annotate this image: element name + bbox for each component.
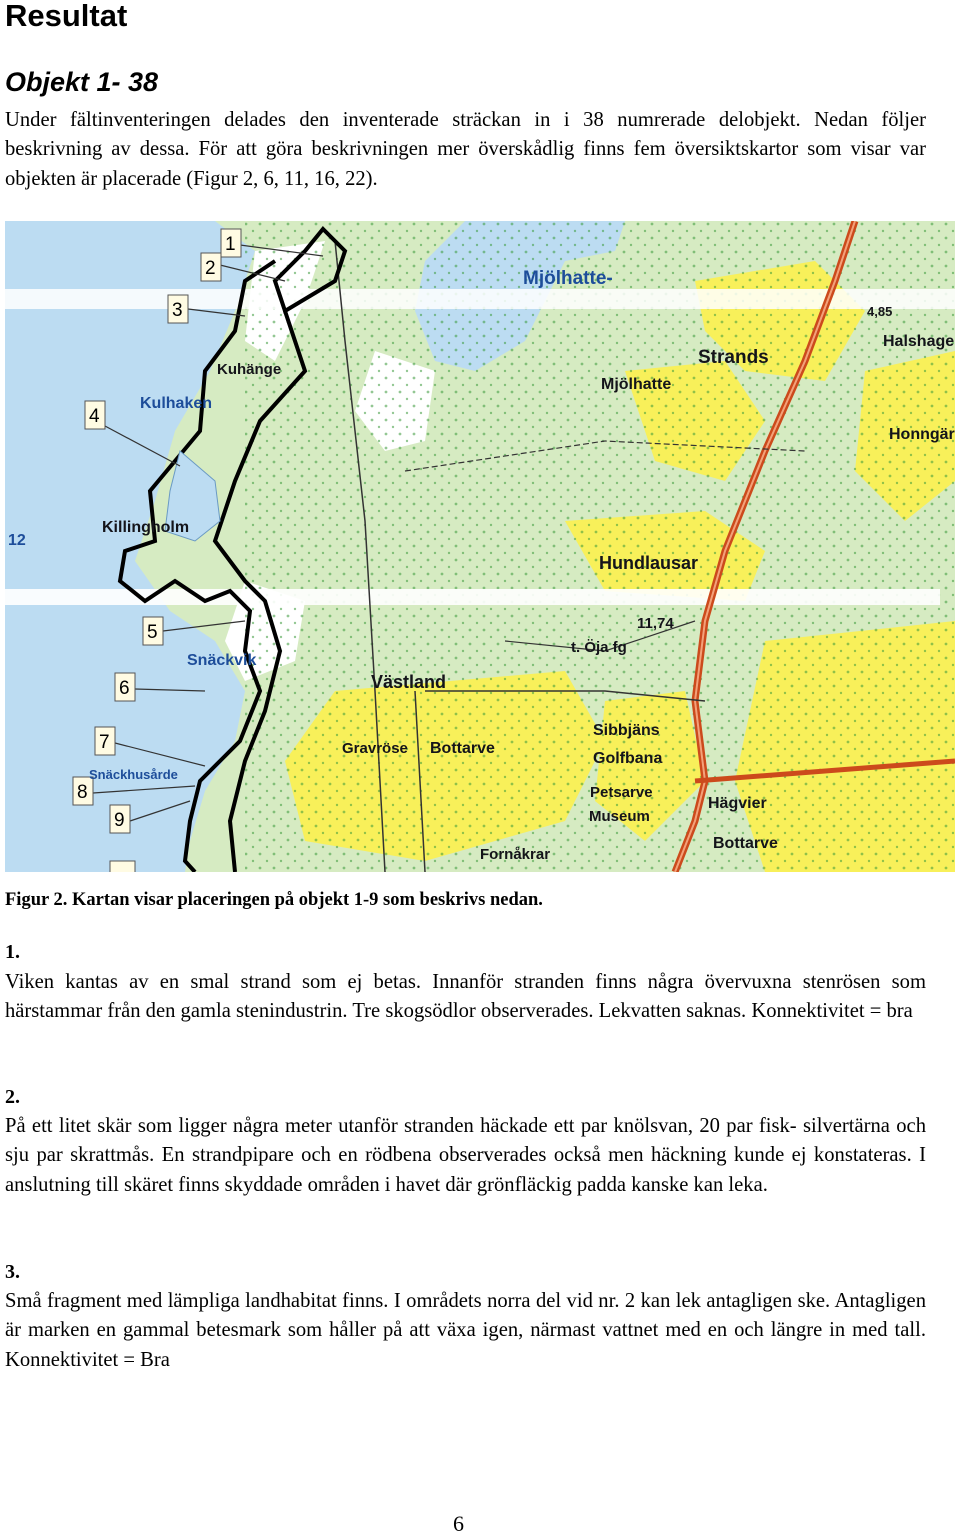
overview-map [5,221,955,872]
callout-5: 5 [147,622,158,643]
place-snackvik: Snäckvik [187,652,257,669]
place-museum: Museum [589,808,650,825]
place-gravrose: Gravröse [342,740,408,757]
intro-paragraph: Under fältinventeringen delades den inventerade sträckan in i 38 numrerade delobjekt. Nedan följer beskrivning av dessa. För att göra beskrivningen mer överskådlig finns fem översiktskartor som visar var objekten är placerade (Figur 2, 6, 11, 16, 22). [5,109,926,190]
place-mjolhatte: Mjölhatte [601,376,672,393]
callout-8: 8 [77,782,88,803]
section-heading: Objekt 1- 38 [5,67,159,97]
callout-7: 7 [99,732,110,753]
place-snackhusarde: Snäckhusårde [89,767,178,782]
callout-3: 3 [172,300,183,321]
place-halshage: Halshage [883,333,955,350]
place-height-1174: 11,74 [637,615,674,632]
item-number: 2. [5,1086,20,1108]
place-petsarve: Petsarve [590,784,653,801]
place-kuhange: Kuhänge [217,361,282,378]
map-seam [5,289,955,309]
place-bottarve-west: Bottarve [430,740,495,757]
place-hundlausar: Hundlausar [599,553,699,573]
place-mjolhatte-bay: Mjölhatte- [523,268,613,289]
place-killingholm: Killingholm [102,519,190,536]
place-fornakrar: Fornåkrar [480,846,551,863]
document-title: Resultat [5,0,128,33]
place-honngar: Honngär [889,426,955,443]
place-depth-12: 12 [8,532,26,549]
item-text: På ett litet skär som ligger några meter utanför stranden häckade ett par knölsvan, 20 par fisk- silvertärna och sju par skrattmås. En strandpipare och en rödbena observerades också men häckning kunde ej konstateras. I anslutning till skäret finns skyddade områden i havet där grönfläckig padda kanske kan leka. [5,1115,926,1196]
place-strands: Strands [698,347,769,368]
place-bottarve-east: Bottarve [713,835,778,852]
page-number: 6 [453,1511,464,1536]
place-sibbjans: Sibbjäns [593,722,660,739]
figure-caption: Figur 2. Kartan visar placeringen på objekt 1-9 som beskrivs nedan. [5,890,543,910]
place-kulhaken: Kulhaken [140,395,213,412]
place-golfbana: Golfbana [593,750,663,767]
callout-4: 4 [89,406,100,427]
place-vastland: Västland [371,672,447,692]
place-hagvier: Hägvier [708,795,767,812]
place-height-485: 4,85 [867,304,893,319]
item-number: 3. [5,1261,20,1283]
place-oja-fg: t. Öja fg [571,639,627,656]
callout-9: 9 [114,810,125,831]
callout-1: 1 [225,234,236,255]
tree-symbols [245,221,955,872]
item-number: 1. [5,941,20,963]
item-text: Viken kantas av en smal strand som ej betas. Innanför stranden finns några övervuxna stenrösen som härstammar från den gamla stenindustrin. Tre skogsödlor observerades. Lekvatten saknas. Konnektivitet = bra [5,971,926,1023]
item-text: Små fragment med lämpliga landhabitat finns. I områdets norra del vid nr. 2 kan lek antagligen ske. Antagligen är marken en gammal betesmark som håller på att växa igen, närmast vattnet med en och längre in med tall. Konnektivitet = Bra [5,1290,926,1371]
callout-2: 2 [205,258,216,279]
callout-6: 6 [119,678,130,699]
